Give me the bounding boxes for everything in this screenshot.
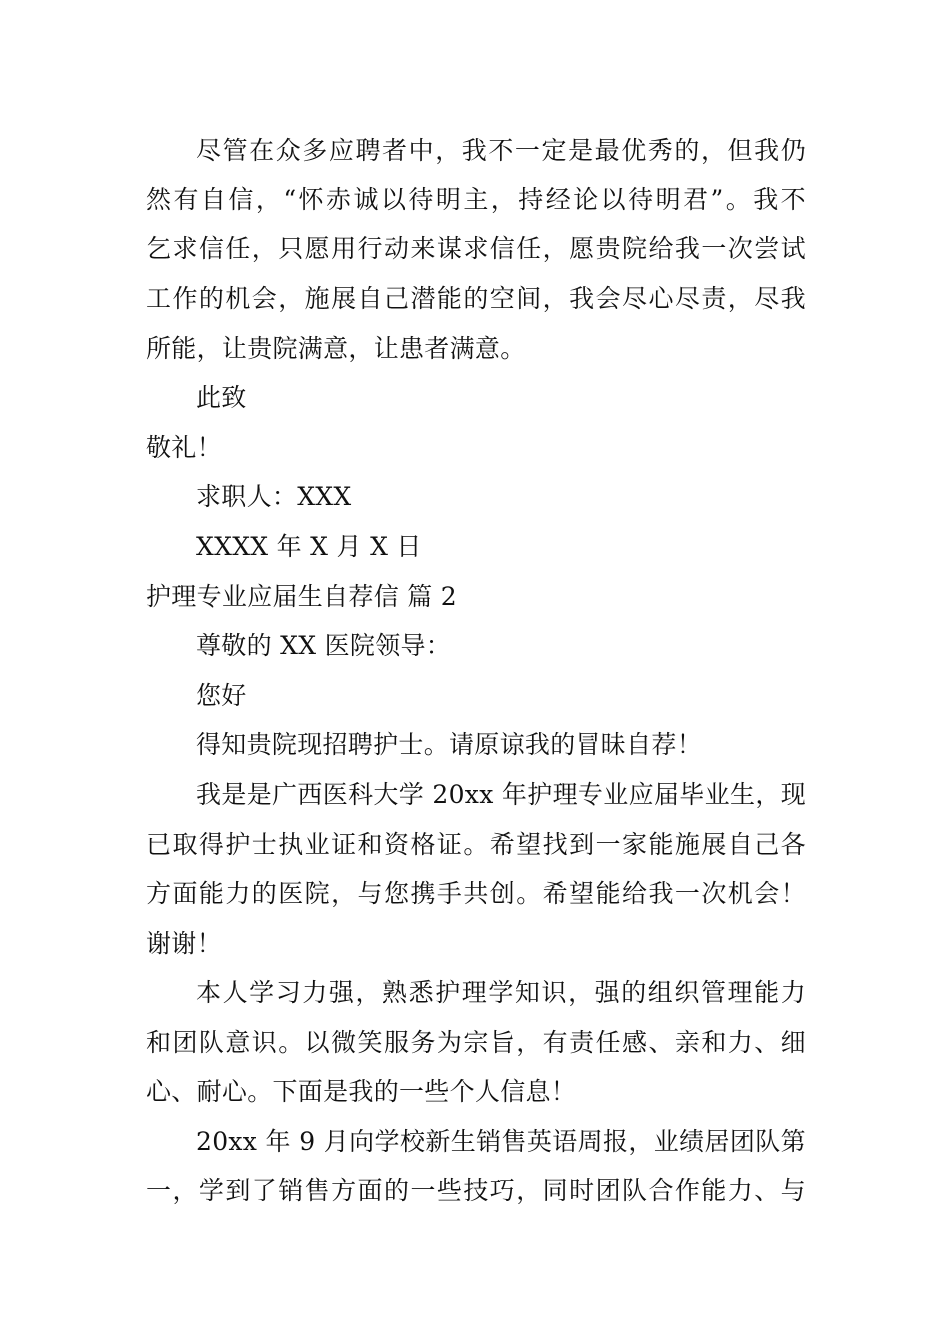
text-line: 方面能力的医院，与您携手共创。希望能给我一次机会！ <box>146 879 806 908</box>
text-line: 谢谢！ <box>146 929 222 958</box>
text-line: 得知贵院现招聘护士。请原谅我的冒昧自荐！ <box>196 730 703 759</box>
text-line: 20xx 年 9 月向学校新生销售英语周报，业绩居团队第 <box>196 1127 806 1156</box>
section-heading: 护理专业应届生自荐信 篇 2 <box>146 582 458 611</box>
letter-greeting: 尊敬的 XX 医院领导： <box>196 631 452 660</box>
text-line: 乞求信任，只愿用行动来谋求信任，愿贵院给我一次尝试 <box>146 234 806 263</box>
salutation: 敬礼！ <box>146 433 222 462</box>
text-line: 一，学到了销售方面的一些技巧，同时团队合作能力、与 <box>146 1176 806 1205</box>
text-line: 和团队意识。以微笑服务为宗旨，有责任感、亲和力、细 <box>146 1028 806 1057</box>
signature-applicant: 求职人：XXX <box>196 482 352 511</box>
text-line: 所能，让贵院满意，让患者满意。 <box>146 334 526 363</box>
closing-phrase: 此致 <box>196 383 247 412</box>
signature-date: XXXX 年 X 月 X 日 <box>196 532 422 561</box>
text-line: 然有自信，“怀赤诚以待明主，持经论以待明君”。我不 <box>146 185 806 214</box>
text-line: 工作的机会，施展自己潜能的空间，我会尽心尽责，尽我 <box>146 284 806 313</box>
text-line: 尽管在众多应聘者中，我不一定是最优秀的，但我仍 <box>196 136 806 165</box>
text-line: 心、耐心。下面是我的一些个人信息！ <box>146 1077 577 1106</box>
text-line: 我是是广西医科大学 20xx 年护理专业应届毕业生，现 <box>196 780 806 809</box>
text-line: 本人学习力强，熟悉护理学知识，强的组织管理能力 <box>196 978 806 1007</box>
text-line: 您好 <box>196 681 247 710</box>
text-line: 已取得护士执业证和资格证。希望找到一家能施展自己各 <box>146 830 806 859</box>
